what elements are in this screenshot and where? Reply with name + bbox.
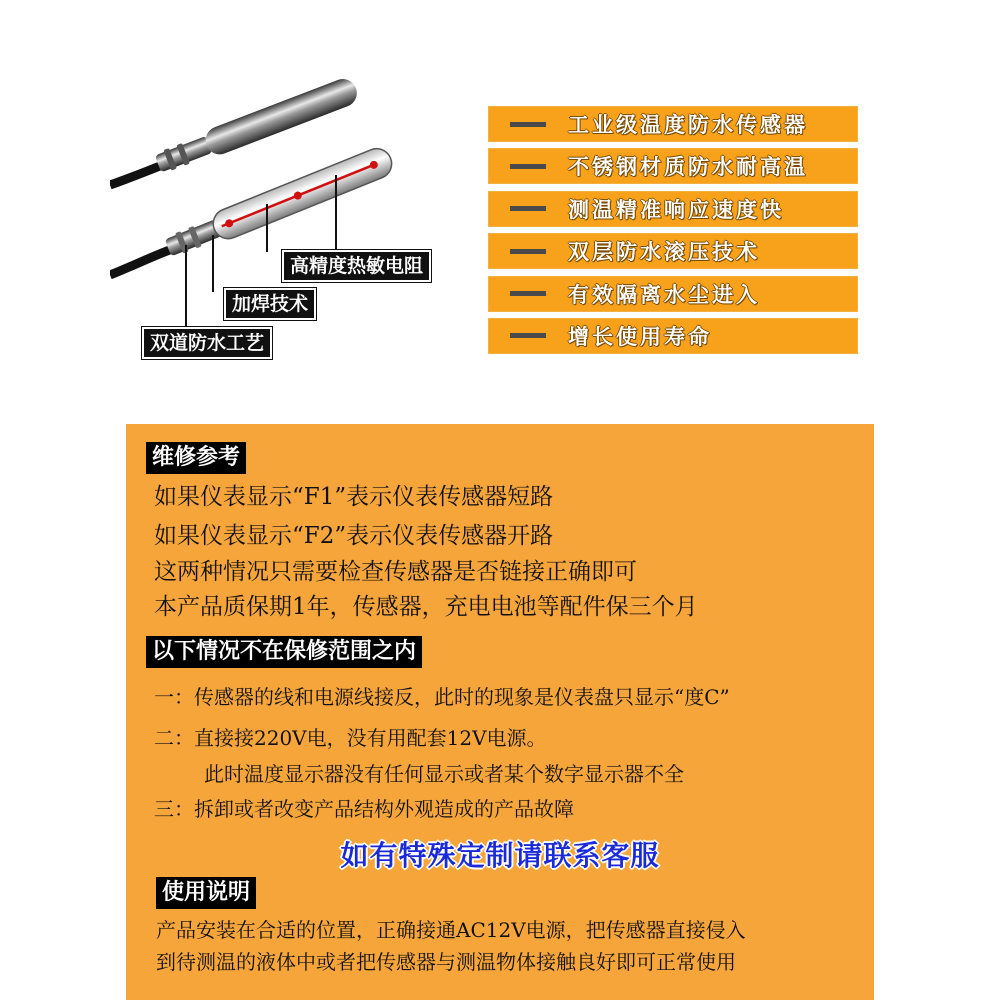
feature-text: 测温精准响应速度快 [568,197,784,222]
contact-note: 如有特殊定制请联系客服 [340,839,660,872]
feature-item [488,106,858,142]
maintenance-line: 如果仪表显示“F2”表示仪表传感器开路 [154,523,554,549]
usage-line: 产品安装在合适的位置，正确接通AC12V电源，把传感器直接侵入 [156,918,746,942]
info-panel [126,424,874,1000]
exclusion-line: 此时温度显示器没有任何显示或者某个数字显示器不全 [204,762,684,786]
feature-item [488,233,858,269]
feature-text: 有效隔离水尘进入 [568,282,760,307]
maintenance-heading: 维修参考 [146,442,246,474]
feature-text: 不锈钢材质防水耐高温 [568,155,808,180]
maintenance-line: 本产品质保期1年，传感器，充电电池等配件保三个月 [154,594,698,620]
callout-weld: 加焊技术 [224,288,316,320]
usage-line: 到待测温的液体中或者把传感器与测温物体接触良好即可正常使用 [156,950,736,974]
feature-item [488,276,858,312]
dash-icon [510,291,546,296]
dash-icon [510,333,546,338]
feature-item [488,318,858,354]
feature-item [488,191,858,227]
exclusion-line: 一：传感器的线和电源线接反，此时的现象是仪表盘只显示“度C” [154,685,730,709]
dash-icon [510,164,546,169]
feature-list [488,106,858,360]
feature-text: 工业级温度防水传感器 [568,113,808,137]
feature-text: 双层防水滚压技术 [568,240,760,265]
callout-waterproof: 双道防水工艺 [142,327,272,359]
dash-icon [510,206,546,211]
feature-text: 增长使用寿命 [568,324,712,349]
exclusions-heading: 以下情况不在保修范围之内 [146,636,422,668]
exclusion-line: 三：拆卸或者改变产品结构外观造成的产品故障 [154,797,574,821]
exclusion-line: 二：直接接220V电，没有用配套12V电源。 [154,726,547,750]
callout-thermistor: 高精度热敏电阻 [282,250,431,282]
dash-icon [510,122,546,127]
usage-heading: 使用说明 [156,877,256,909]
feature-item [488,148,858,184]
maintenance-line: 这两种情况只需要检查传感器是否链接正确即可 [154,559,637,585]
maintenance-line: 如果仪表显示“F1”表示仪表传感器短路 [154,484,554,510]
dash-icon [510,249,546,254]
